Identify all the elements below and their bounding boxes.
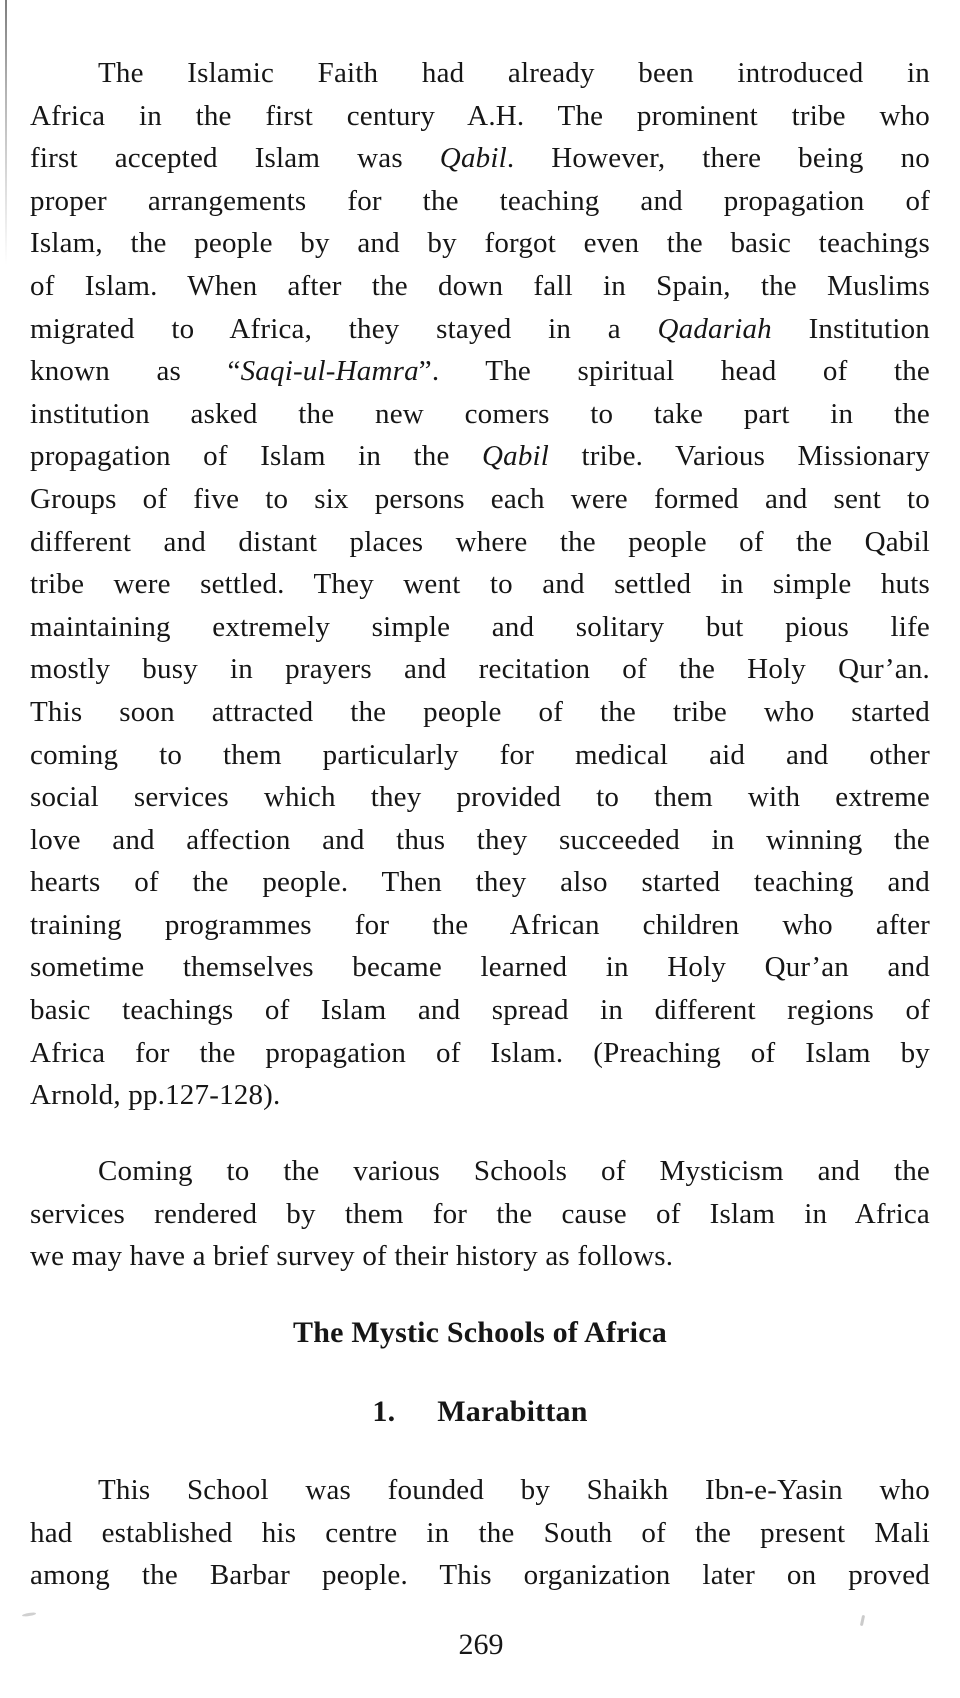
paragraph-schools-of-mysticism: [30, 1150, 930, 1278]
text-line: [30, 393, 930, 436]
text-line: [30, 1074, 930, 1117]
text-segment: services rendered by them for the cause of Islam in Africa: [30, 1197, 930, 1230]
text-segment: different and distant places where the people of the Qabil: [30, 525, 930, 558]
text-line: [30, 691, 930, 734]
text-segment: coming to them particularly for medical aid and other: [30, 738, 930, 771]
text-segment: social services which they provided to them with extreme: [30, 781, 930, 814]
text-segment: propagation of Islam in the: [30, 440, 482, 473]
text-line: [30, 1150, 930, 1193]
text-line: [30, 222, 930, 265]
heading-mystic-schools-of-africa: [30, 1312, 930, 1355]
text-line: [30, 734, 930, 777]
text-segment: Arnold, pp.127-128).: [30, 1079, 281, 1112]
text-segment: love and affection and thus they succeeded in winning the: [30, 823, 930, 856]
text-segment: The Islamic Faith had already been introduced in: [98, 57, 930, 89]
text-line: [30, 1554, 930, 1597]
text-segment: among the Barbar people. This organization later on proved: [30, 1559, 930, 1592]
text-segment: sometime themselves became learned in Holy Qur’an and: [30, 951, 930, 984]
text-segment: Islam, the people by and by forgot even the basic teachings: [30, 227, 930, 260]
text-segment: training programmes for the African children who after: [30, 908, 930, 941]
text-segment: institution asked the new comers to take part in the: [30, 397, 930, 430]
text-line: [30, 52, 930, 95]
heading-marabittan: [30, 1391, 930, 1434]
italic-text: Saqi-ul-Hamra: [240, 355, 419, 388]
italic-text: Qabil: [482, 440, 550, 473]
text-segment: migrated to Africa, they stayed in a: [30, 312, 658, 345]
text-line: [30, 478, 930, 521]
italic-text: Qabil: [439, 142, 507, 175]
text-line: [30, 989, 930, 1032]
text-line: [30, 563, 930, 606]
text-segment: Institution: [771, 312, 930, 345]
page-number: 269: [458, 1628, 504, 1661]
text-line: [30, 435, 930, 478]
text-segment: known as “: [30, 355, 241, 388]
text-line: [30, 819, 930, 862]
text-line: [30, 904, 930, 947]
text-line: [30, 521, 930, 564]
text-segment: had established his centre in the South of the present Mali: [30, 1516, 930, 1549]
text-line: [30, 1469, 930, 1512]
text-segment: tribe were settled. They went to and settled in simple huts: [30, 568, 930, 601]
text-segment: ”. The spiritual head of the: [418, 355, 930, 388]
text-line: [30, 776, 930, 819]
text-line: [30, 1235, 930, 1278]
text-segment: This School was founded by Shaikh Ibn-e-Yasin who: [98, 1474, 930, 1506]
text-line: [30, 265, 930, 308]
text-line: [30, 606, 930, 649]
text-line: [30, 861, 930, 904]
text-line: [30, 1193, 930, 1236]
heading-number: 1.: [372, 1395, 396, 1428]
text-segment: Africa for the propagation of Islam. (Preaching of Islam by: [30, 1036, 930, 1069]
scan-gutter-line: [5, 0, 7, 265]
text-segment: maintaining extremely simple and solitary but pious life: [30, 610, 930, 643]
text-segment: This soon attracted the people of the tribe who started: [30, 695, 930, 728]
text-line: [30, 1512, 930, 1555]
text-segment: of Islam. When after the down fall in Spain, the Muslims: [30, 269, 930, 302]
text-line: [30, 308, 930, 351]
heading-text: The Mystic Schools of Africa: [293, 1316, 667, 1349]
scan-speck: [22, 1612, 36, 1617]
text-line: [30, 1032, 930, 1075]
text-segment: proper arrangements for the teaching and propagation of: [30, 184, 930, 217]
text-segment: . However, there being no: [506, 142, 930, 175]
text-line: [30, 350, 930, 393]
paragraph-islamic-faith: [30, 52, 930, 1117]
heading-text: Marabittan: [437, 1395, 588, 1428]
text-segment: basic teachings of Islam and spread in different regions of: [30, 994, 930, 1027]
text-line: [30, 180, 930, 223]
text-segment: mostly busy in prayers and recitation of the Holy Qur’an.: [30, 653, 930, 686]
text-segment: first accepted Islam was: [30, 142, 440, 175]
text-segment: Groups of five to six persons each were formed and sent to: [30, 482, 930, 515]
text-segment: Africa in the first century A.H. The prominent tribe who: [30, 99, 930, 132]
text-segment: tribe. Various Missionary: [549, 440, 931, 473]
paragraph-marabittan-school: [30, 1469, 930, 1597]
text-line: [30, 95, 930, 138]
text-line: [30, 946, 930, 989]
italic-text: Qadariah: [657, 312, 772, 345]
text-segment: Coming to the various Schools of Mysticism and the: [98, 1155, 930, 1187]
text-segment: we may have a brief survey of their history as follows.: [30, 1240, 674, 1273]
text-segment: hearts of the people. Then they also started teaching and: [30, 866, 930, 899]
text-line: [30, 648, 930, 691]
text-line: [30, 137, 930, 180]
